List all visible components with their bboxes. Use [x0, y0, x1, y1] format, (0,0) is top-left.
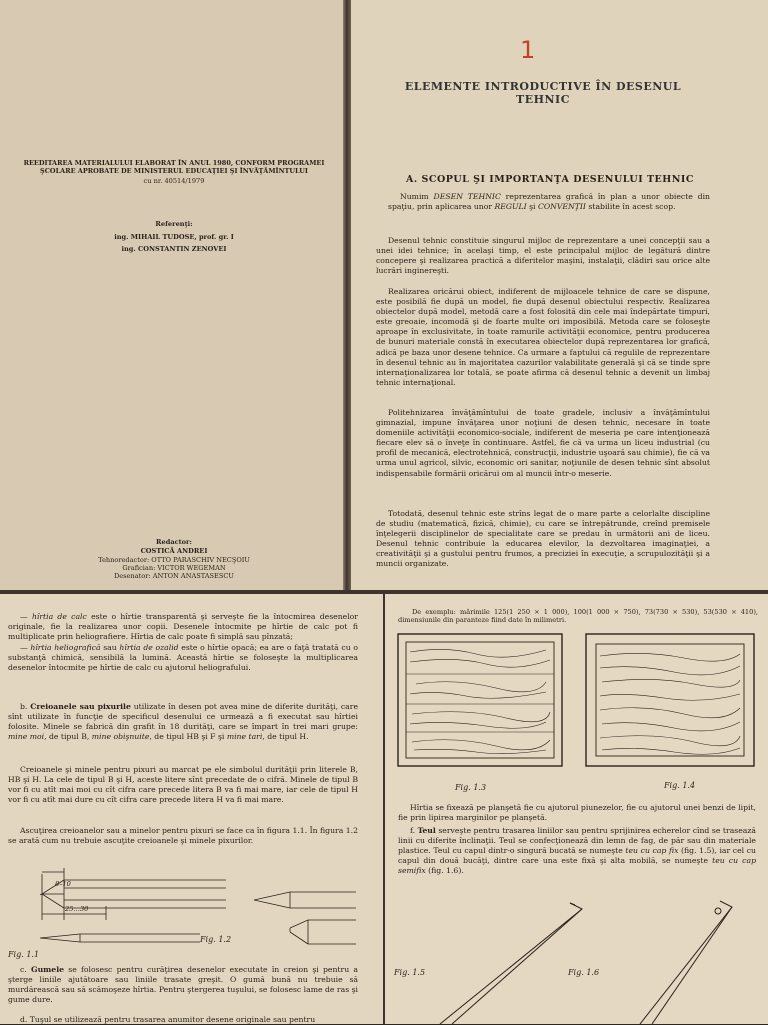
- figure-1-2-caption: Fig. 1.2: [200, 935, 232, 944]
- redactor-label: Redactor:: [156, 538, 192, 546]
- desenator: Desenator: ANTON ANASTASESCU: [113, 572, 234, 580]
- reedition-number: cu nr. 40514/1979: [143, 177, 205, 185]
- reedition-note: REEDITAREA MATERIALULUI ELABORAT ÎN ANUL 1980, CONFORM PROGRAMEI ŞCOLARE APROBATE DE MINISTERUL EDUCAŢIEI ŞI ÎNVĂŢĂMÎNTULUI: [23, 159, 325, 175]
- referent-2: ing. CONSTANTIN ZENOVEI: [121, 245, 227, 253]
- chapter-title: ELEMENTE INTRODUCTIVE ÎN DESENUL TEHNIC: [404, 80, 682, 106]
- grafician: Grafician: VICTOR WEGEMAN: [122, 564, 226, 572]
- figure-1-5-1-6-t-squares: [400, 895, 760, 1024]
- paragraph-sharpening: Ascuţirea creioanelor sau a minelor pentru pixuri se face ca în figura 1.1. În figura 1.2 se arată cum nu trebuie ascuţite creioanele şi minele pixurilor.: [8, 826, 358, 846]
- paragraph-definition: Numim DESEN TEHNIC reprezentarea grafică în plan a unor obiecte din spaţiu, prin aplicarea unor REGULI şi CONVENŢII stabilite în acest scop.: [388, 192, 710, 212]
- paragraph-pencils: b. Creioanele sau pixurile utilizate în desen pot avea mine de diferite durităţi, care sînt utilizate în funcţie de specificul desenului ce urmează a fi executat sau hîrtiei folosite. Minele se fabrică din grafit în 18 durităţi, care se împart în trei mari grupe: mine moi, de tipul B, mine obişnuite, de tipul HB şi F şi mine tari, de tipul H.: [8, 702, 358, 742]
- figure-1-4-caption: Fig. 1.4: [664, 781, 696, 790]
- book-gutter: [343, 0, 351, 592]
- figure-1-4-drawing-board: [584, 632, 756, 768]
- paragraph-t-square: f. Teul serveşte pentru trasarea liniilor sau pentru sprijinirea echerelor cînd se trasează linii cu diferite înclinaţii. Teul se confecţionează din lemn de fag, de păr sau din materiale plastice. Teul cu capul dintr-o singură bucată se numeşte teu cu cap fix (fig. 1.5), iar cel cu capul din două bucăţi, dintre care una este fixă şi alta mobilă, se numeşte teu cu cap semifix (fig. 1.6).: [398, 826, 756, 876]
- tehnoredactor: Tehnoredactor: OTTO PARASCHIV NECŞOIU: [98, 556, 250, 564]
- paragraph-3: Realizarea oricărui obiect, indiferent de mijloacele tehnice de care se dispune, este posibilă fie după un model, fie după desenul obiectului respectiv. Realizarea obiectelor după model, metodă care a fost folosită din cele mai îndepărtate timpuri, este greoaie, incomodă şi de foarte multe ori imposibilă. Metoda care se foloseşte aproape în exclusivitate, în toate ramurile activităţii economice, pentru producerea de bunuri materiale constă în executarea obiectelor după reprezentarea lor grafică, adică pe baza unor desene tehnice. Ca urmare a faptului că regulile de reprezentare în desenul tehnic au în majoritatea cazurilor valabilitate generală şi că se tinde spre internaţionalizarea lor totală, se poate afirma că desenul tehnic a devenit un limbaj tehnic internaţional.: [376, 287, 710, 387]
- referenti-label: Referenţi:: [155, 220, 193, 228]
- paragraph-ozalid-paper: — hîrtia heliografică sau hîrtia de ozalid este o hîrtie opacă; ea are o faţă tratată cu o substanţă chimică, sensibilă la lumină. Această hîrtie se foloseşte la multiplicarea desenelor întocmite pe hîrtie de calc cu ajutorul heliografului.: [8, 643, 358, 673]
- dimension-25-30: 25…30: [65, 905, 89, 913]
- paragraph-4: Politehnizarea învăţămîntului de toate gradele, inclusiv a învăţămîntului gimnazial, impune învăţarea unor noţiuni de desen tehnic, necesare în toate domeniile activităţii economico-sociale, indiferent de meseria pe care intenţionează fiecare elev să o înveţe în continuare. Astfel, fie că va urma un liceu industrial (cu profil de mecanică, electrotehnică, construcţii, industrie uşoară sau chimie), fie că va urma unul agricol, silvic, economic ori sanitar, noţiunile de desen tehnic sînt absolut indispensabile formării oricărui om al muncii într-o meserie.: [376, 408, 710, 478]
- paragraph-5: Totodată, desenul tehnic este strîns legat de o mare parte a celorlalte discipline de studiu (matematică, fizică, chimie), cu care se întrepătrunde, creînd premisele înţelegerii disciplinelor de specialitate care se predau în următorii ani de liceu. Desenul tehnic contribuie la educarea elevilor, la dezvoltarea imaginaţiei, a creativităţii şi a gustului pentru frumos, a preciziei în execuţie, a scrupulozităţii şi a muncii organizate.: [376, 509, 710, 569]
- section-title: A. SCOPUL ŞI IMPORTANŢA DESENULUI TEHNIC: [406, 174, 694, 185]
- paper-sizes-example: De exemplu: mărimile 125(1 250 × 1 000), 100(1 000 × 750), 73(730 × 530), 53(530 × 410), dimensiunile din paranteze fiind date în milimetri.: [398, 608, 758, 624]
- figure-1-5-caption: Fig. 1.5: [394, 968, 426, 977]
- referent-1: ing. MIHAIL TUDOSE, prof. gr. I: [114, 233, 234, 241]
- figure-1-3-caption: Fig. 1.3: [455, 783, 487, 792]
- figure-1-3-drawing-board: [396, 632, 564, 768]
- paragraph-hardness: Creioanele şi minele pentru pixuri au marcat pe ele simbolul durităţii prin literele B, HB şi H. La cele de tipul B şi H, aceste litere sînt precedate de o cifră. Minele de tipul B vor fi cu atît mai moi cu cît cifra care precede litera B va fi mai mare, iar cele de tipul H vor fi cu atît mai dure cu cît cifra care precede litera H va fi mai mare.: [8, 765, 358, 805]
- chapter-number: 1: [520, 36, 536, 64]
- figure-1-1-caption: Fig. 1.1: [8, 950, 40, 959]
- figure-1-2-wrong-pencils: [250, 888, 360, 958]
- figure-1-6-caption: Fig. 1.6: [568, 968, 600, 977]
- paragraph-calc-paper: — hîrtia de calc este o hîrtie transparentă şi serveşte fie la întocmirea desenelor originale, fie la realizarea unor copii. Desenele întocmite pe hîrtie de calc pot fi multiplicate prin heliografiere. Hîrtia de calc poate fi simplă sau pînzată;: [8, 612, 358, 642]
- paragraph-erasers: c. Gumele se folosesc pentru curăţirea desenelor executate în creion şi pentru a şterge liniile ajutătoare sau liniile trasate greşit. O gumă bună nu trebuie să murdărească sau să scămoşeze hîrtia. Pentru ştergerea tuşului, se folosesc lame de ras şi gume dure.: [8, 965, 358, 1005]
- paragraph-fixing-paper: Hîrtia se fixează pe planşetă fie cu ajutorul piunezelor, fie cu ajutorul unei benzi de lipit, fie prin lipirea marginilor pe planşetă.: [398, 803, 756, 823]
- left-page: [0, 0, 346, 592]
- redactor-name: COSTICĂ ANDREI: [140, 547, 208, 555]
- dimension-8-10: 8–10: [55, 880, 71, 888]
- paragraph-ink: d. Tuşul se utilizează pentru trasarea anumitor desene originale sau pentru: [20, 1015, 316, 1024]
- figure-1-1-lead: [10, 930, 210, 946]
- paragraph-2: Desenul tehnic constituie singurul mijloc de reprezentare a unei concepţii sau a unei idei tehnice; în acelaşi timp, el este principalul mijloc de legătură dintre concepere şi realizarea practică a diferitelor maşini, instalaţii, clădiri sau orice alte lucrări inginereşti.: [376, 236, 710, 276]
